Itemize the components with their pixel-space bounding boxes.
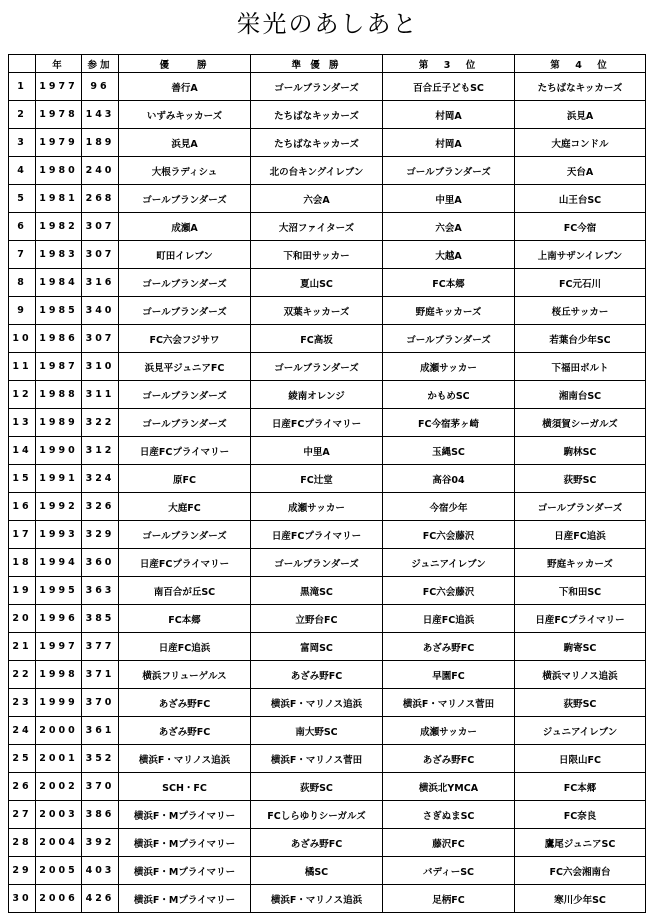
cell-third-place: 横浜F・マリノス菅田 bbox=[383, 689, 515, 717]
table-row bbox=[9, 633, 646, 661]
cell-year: 1977 bbox=[36, 73, 82, 101]
cell-runner-up: 橘SC bbox=[251, 857, 383, 885]
cell-year: 1997 bbox=[36, 633, 82, 661]
cell-fourth-place: 野庭キッカーズ bbox=[515, 549, 646, 577]
cell-fourth-place: 日産FCプライマリー bbox=[515, 605, 646, 633]
cell-winner: 大庭FC bbox=[119, 493, 251, 521]
cell-runner-up: FC高坂 bbox=[251, 325, 383, 353]
cell-num: 18 bbox=[9, 549, 36, 577]
cell-num: 14 bbox=[9, 437, 36, 465]
cell-fourth-place: 浜見A bbox=[515, 101, 646, 129]
header-second: 準 優 勝 bbox=[251, 55, 383, 73]
cell-runner-up: あざみ野FC bbox=[251, 829, 383, 857]
cell-winner: ゴールブランダーズ bbox=[119, 185, 251, 213]
cell-participants: 361 bbox=[82, 717, 119, 745]
cell-year: 1993 bbox=[36, 521, 82, 549]
cell-third-place: 百合丘子どもSC bbox=[383, 73, 515, 101]
cell-runner-up: ゴールブランダーズ bbox=[251, 549, 383, 577]
header-num bbox=[9, 55, 36, 73]
cell-participants: 340 bbox=[82, 297, 119, 325]
cell-winner: ゴールブランダーズ bbox=[119, 409, 251, 437]
cell-num: 19 bbox=[9, 577, 36, 605]
cell-runner-up: 立野台FC bbox=[251, 605, 383, 633]
cell-year: 1978 bbox=[36, 101, 82, 129]
cell-num: 16 bbox=[9, 493, 36, 521]
cell-third-place: ゴールブランダーズ bbox=[383, 157, 515, 185]
header-year: 年 bbox=[36, 55, 82, 73]
cell-num: 24 bbox=[9, 717, 36, 745]
cell-participants: 403 bbox=[82, 857, 119, 885]
cell-num: 21 bbox=[9, 633, 36, 661]
cell-participants: 377 bbox=[82, 633, 119, 661]
cell-participants: 352 bbox=[82, 745, 119, 773]
cell-winner: 町田イレブン bbox=[119, 241, 251, 269]
cell-num: 15 bbox=[9, 465, 36, 493]
cell-participants: 307 bbox=[82, 325, 119, 353]
cell-num: 27 bbox=[9, 801, 36, 829]
table-row bbox=[9, 185, 646, 213]
cell-winner: FC六会フジサワ bbox=[119, 325, 251, 353]
cell-third-place: バディーSC bbox=[383, 857, 515, 885]
cell-num: 23 bbox=[9, 689, 36, 717]
cell-fourth-place: ゴールブランダーズ bbox=[515, 493, 646, 521]
cell-fourth-place: 上南サザンイレブン bbox=[515, 241, 646, 269]
cell-runner-up: たちばなキッカーズ bbox=[251, 101, 383, 129]
cell-fourth-place: FC六会湘南台 bbox=[515, 857, 646, 885]
cell-participants: 240 bbox=[82, 157, 119, 185]
table-row bbox=[9, 101, 646, 129]
table-row bbox=[9, 381, 646, 409]
cell-fourth-place: FC元石川 bbox=[515, 269, 646, 297]
cell-year: 1988 bbox=[36, 381, 82, 409]
table-row bbox=[9, 577, 646, 605]
table-row bbox=[9, 325, 646, 353]
cell-participants: 143 bbox=[82, 101, 119, 129]
cell-year: 1986 bbox=[36, 325, 82, 353]
cell-year: 1979 bbox=[36, 129, 82, 157]
cell-winner: 浜見A bbox=[119, 129, 251, 157]
cell-participants: 322 bbox=[82, 409, 119, 437]
cell-year: 1998 bbox=[36, 661, 82, 689]
cell-runner-up: 黒滝SC bbox=[251, 577, 383, 605]
cell-third-place: さぎぬまSC bbox=[383, 801, 515, 829]
cell-runner-up: 中里A bbox=[251, 437, 383, 465]
cell-winner: 横浜F・Mプライマリー bbox=[119, 801, 251, 829]
cell-third-place: 村岡A bbox=[383, 129, 515, 157]
cell-fourth-place: FC今宿 bbox=[515, 213, 646, 241]
cell-num: 30 bbox=[9, 885, 36, 913]
table-row bbox=[9, 801, 646, 829]
cell-fourth-place: 日限山FC bbox=[515, 745, 646, 773]
cell-participants: 326 bbox=[82, 493, 119, 521]
cell-year: 1991 bbox=[36, 465, 82, 493]
cell-winner: ゴールブランダーズ bbox=[119, 269, 251, 297]
cell-third-place: FC今宿茅ヶ崎 bbox=[383, 409, 515, 437]
table-row bbox=[9, 493, 646, 521]
cell-runner-up: 荻野SC bbox=[251, 773, 383, 801]
cell-winner: 日産FC追浜 bbox=[119, 633, 251, 661]
cell-year: 2005 bbox=[36, 857, 82, 885]
table-row bbox=[9, 857, 646, 885]
cell-participants: 310 bbox=[82, 353, 119, 381]
cell-fourth-place: 横須賀シーガルズ bbox=[515, 409, 646, 437]
cell-winner: 横浜フリューゲルス bbox=[119, 661, 251, 689]
cell-num: 3 bbox=[9, 129, 36, 157]
cell-third-place: FC六会藤沢 bbox=[383, 521, 515, 549]
cell-third-place: あざみ野FC bbox=[383, 745, 515, 773]
cell-year: 1987 bbox=[36, 353, 82, 381]
cell-year: 1983 bbox=[36, 241, 82, 269]
cell-winner: いずみキッカーズ bbox=[119, 101, 251, 129]
cell-runner-up: 夏山SC bbox=[251, 269, 383, 297]
cell-num: 22 bbox=[9, 661, 36, 689]
cell-participants: 329 bbox=[82, 521, 119, 549]
cell-winner: 善行A bbox=[119, 73, 251, 101]
cell-year: 1999 bbox=[36, 689, 82, 717]
cell-participants: 360 bbox=[82, 549, 119, 577]
cell-fourth-place: 大庭コンドル bbox=[515, 129, 646, 157]
cell-winner: 浜見平ジュニアFC bbox=[119, 353, 251, 381]
cell-runner-up: たちばなキッカーズ bbox=[251, 129, 383, 157]
results-body bbox=[9, 73, 646, 913]
cell-participants: 363 bbox=[82, 577, 119, 605]
cell-winner: 大根ラディシュ bbox=[119, 157, 251, 185]
cell-fourth-place: 湘南台SC bbox=[515, 381, 646, 409]
header-count: 参加 bbox=[82, 55, 119, 73]
cell-num: 28 bbox=[9, 829, 36, 857]
cell-runner-up: 下和田サッカー bbox=[251, 241, 383, 269]
cell-runner-up: FC辻堂 bbox=[251, 465, 383, 493]
cell-winner: 横浜F・Mプライマリー bbox=[119, 857, 251, 885]
table-row bbox=[9, 605, 646, 633]
cell-winner: 横浜F・Mプライマリー bbox=[119, 829, 251, 857]
table-row bbox=[9, 745, 646, 773]
results-table bbox=[8, 54, 646, 913]
cell-third-place: FC本郷 bbox=[383, 269, 515, 297]
cell-winner: 南百合が丘SC bbox=[119, 577, 251, 605]
cell-runner-up: 日産FCプライマリー bbox=[251, 521, 383, 549]
cell-year: 1984 bbox=[36, 269, 82, 297]
cell-runner-up: 綾南オレンジ bbox=[251, 381, 383, 409]
cell-winner: FC本郷 bbox=[119, 605, 251, 633]
cell-year: 1990 bbox=[36, 437, 82, 465]
table-row bbox=[9, 213, 646, 241]
cell-fourth-place: 荻野SC bbox=[515, 689, 646, 717]
cell-participants: 311 bbox=[82, 381, 119, 409]
cell-runner-up: 日産FCプライマリー bbox=[251, 409, 383, 437]
header-fourth: 第 4 位 bbox=[515, 55, 646, 73]
cell-third-place: 横浜北YMCA bbox=[383, 773, 515, 801]
table-row bbox=[9, 689, 646, 717]
cell-participants: 385 bbox=[82, 605, 119, 633]
cell-winner: 横浜F・マリノス追浜 bbox=[119, 745, 251, 773]
cell-third-place: 高谷04 bbox=[383, 465, 515, 493]
cell-num: 13 bbox=[9, 409, 36, 437]
cell-runner-up: 南大野SC bbox=[251, 717, 383, 745]
cell-participants: 307 bbox=[82, 213, 119, 241]
cell-num: 1 bbox=[9, 73, 36, 101]
cell-year: 2006 bbox=[36, 885, 82, 913]
header-first: 優 勝 bbox=[119, 55, 251, 73]
table-row bbox=[9, 269, 646, 297]
cell-num: 25 bbox=[9, 745, 36, 773]
cell-participants: 324 bbox=[82, 465, 119, 493]
cell-year: 2001 bbox=[36, 745, 82, 773]
cell-third-place: 玉縄SC bbox=[383, 437, 515, 465]
cell-num: 12 bbox=[9, 381, 36, 409]
table-row bbox=[9, 829, 646, 857]
cell-third-place: ジュニアイレブン bbox=[383, 549, 515, 577]
header-third: 第 3 位 bbox=[383, 55, 515, 73]
cell-third-place: ゴールブランダーズ bbox=[383, 325, 515, 353]
cell-fourth-place: 寒川少年SC bbox=[515, 885, 646, 913]
cell-winner: あざみ野FC bbox=[119, 717, 251, 745]
table-row bbox=[9, 465, 646, 493]
table-row bbox=[9, 157, 646, 185]
table-row bbox=[9, 353, 646, 381]
cell-runner-up: 富岡SC bbox=[251, 633, 383, 661]
cell-third-place: 今宿少年 bbox=[383, 493, 515, 521]
cell-runner-up: FCしらゆりシーガルズ bbox=[251, 801, 383, 829]
cell-third-place: 日産FC追浜 bbox=[383, 605, 515, 633]
table-row bbox=[9, 885, 646, 913]
table-row bbox=[9, 661, 646, 689]
table-row bbox=[9, 521, 646, 549]
cell-runner-up: 大沼ファイターズ bbox=[251, 213, 383, 241]
cell-runner-up: 横浜F・マリノス追浜 bbox=[251, 689, 383, 717]
cell-num: 26 bbox=[9, 773, 36, 801]
cell-year: 1982 bbox=[36, 213, 82, 241]
cell-year: 2003 bbox=[36, 801, 82, 829]
cell-fourth-place: 若葉台少年SC bbox=[515, 325, 646, 353]
cell-participants: 96 bbox=[82, 73, 119, 101]
cell-year: 2000 bbox=[36, 717, 82, 745]
cell-fourth-place: たちばなキッカーズ bbox=[515, 73, 646, 101]
cell-runner-up: 北の台キングイレブン bbox=[251, 157, 383, 185]
cell-year: 1981 bbox=[36, 185, 82, 213]
cell-fourth-place: 山王台SC bbox=[515, 185, 646, 213]
cell-runner-up: 六会A bbox=[251, 185, 383, 213]
cell-fourth-place: FC奈良 bbox=[515, 801, 646, 829]
cell-fourth-place: 桜丘サッカー bbox=[515, 297, 646, 325]
table-row bbox=[9, 773, 646, 801]
cell-runner-up: 双葉キッカーズ bbox=[251, 297, 383, 325]
cell-runner-up: 成瀬サッカー bbox=[251, 493, 383, 521]
cell-year: 1995 bbox=[36, 577, 82, 605]
table-row bbox=[9, 409, 646, 437]
cell-year: 1996 bbox=[36, 605, 82, 633]
cell-third-place: 野庭キッカーズ bbox=[383, 297, 515, 325]
cell-year: 1992 bbox=[36, 493, 82, 521]
cell-third-place: 足柄FC bbox=[383, 885, 515, 913]
cell-fourth-place: FC本郷 bbox=[515, 773, 646, 801]
cell-participants: 370 bbox=[82, 689, 119, 717]
cell-third-place: 藤沢FC bbox=[383, 829, 515, 857]
cell-participants: 392 bbox=[82, 829, 119, 857]
cell-fourth-place: 天台A bbox=[515, 157, 646, 185]
cell-third-place: 大越A bbox=[383, 241, 515, 269]
cell-third-place: 村岡A bbox=[383, 101, 515, 129]
cell-year: 1994 bbox=[36, 549, 82, 577]
cell-participants: 312 bbox=[82, 437, 119, 465]
cell-winner: 成瀬A bbox=[119, 213, 251, 241]
cell-winner: ゴールブランダーズ bbox=[119, 381, 251, 409]
cell-third-place: 早園FC bbox=[383, 661, 515, 689]
cell-fourth-place: 横浜マリノス追浜 bbox=[515, 661, 646, 689]
cell-third-place: 成瀬サッカー bbox=[383, 717, 515, 745]
cell-num: 17 bbox=[9, 521, 36, 549]
cell-runner-up: あざみ野FC bbox=[251, 661, 383, 689]
cell-year: 2004 bbox=[36, 829, 82, 857]
cell-fourth-place: 下福田ボルト bbox=[515, 353, 646, 381]
cell-participants: 189 bbox=[82, 129, 119, 157]
cell-num: 5 bbox=[9, 185, 36, 213]
cell-winner: 原FC bbox=[119, 465, 251, 493]
header-row bbox=[9, 55, 646, 73]
table-row bbox=[9, 437, 646, 465]
cell-fourth-place: 駒寄SC bbox=[515, 633, 646, 661]
cell-winner: ゴールブランダーズ bbox=[119, 297, 251, 325]
cell-third-place: かもめSC bbox=[383, 381, 515, 409]
cell-runner-up: ゴールブランダーズ bbox=[251, 353, 383, 381]
page-title: 栄光のあしあと bbox=[236, 10, 419, 38]
cell-participants: 268 bbox=[82, 185, 119, 213]
cell-winner: 日産FCプライマリー bbox=[119, 437, 251, 465]
cell-third-place: あざみ野FC bbox=[383, 633, 515, 661]
cell-participants: 386 bbox=[82, 801, 119, 829]
cell-participants: 307 bbox=[82, 241, 119, 269]
cell-num: 2 bbox=[9, 101, 36, 129]
cell-participants: 316 bbox=[82, 269, 119, 297]
cell-num: 10 bbox=[9, 325, 36, 353]
cell-num: 9 bbox=[9, 297, 36, 325]
cell-fourth-place: 鷹尾ジュニアSC bbox=[515, 829, 646, 857]
cell-year: 1985 bbox=[36, 297, 82, 325]
cell-participants: 371 bbox=[82, 661, 119, 689]
table-row bbox=[9, 297, 646, 325]
cell-third-place: FC六会藤沢 bbox=[383, 577, 515, 605]
cell-third-place: 成瀬サッカー bbox=[383, 353, 515, 381]
cell-participants: 426 bbox=[82, 885, 119, 913]
cell-fourth-place: 下和田SC bbox=[515, 577, 646, 605]
cell-num: 11 bbox=[9, 353, 36, 381]
cell-third-place: 六会A bbox=[383, 213, 515, 241]
cell-fourth-place: 荻野SC bbox=[515, 465, 646, 493]
cell-runner-up: ゴールブランダーズ bbox=[251, 73, 383, 101]
cell-winner: ゴールブランダーズ bbox=[119, 521, 251, 549]
table-row bbox=[9, 73, 646, 101]
cell-num: 6 bbox=[9, 213, 36, 241]
cell-fourth-place: ジュニアイレブン bbox=[515, 717, 646, 745]
cell-num: 20 bbox=[9, 605, 36, 633]
table-row bbox=[9, 241, 646, 269]
cell-third-place: 中里A bbox=[383, 185, 515, 213]
cell-runner-up: 横浜F・マリノス菅田 bbox=[251, 745, 383, 773]
cell-participants: 370 bbox=[82, 773, 119, 801]
cell-num: 29 bbox=[9, 857, 36, 885]
cell-winner: 横浜F・Mプライマリー bbox=[119, 885, 251, 913]
cell-fourth-place: 駒林SC bbox=[515, 437, 646, 465]
cell-num: 4 bbox=[9, 157, 36, 185]
cell-num: 7 bbox=[9, 241, 36, 269]
cell-year: 2002 bbox=[36, 773, 82, 801]
table-row bbox=[9, 717, 646, 745]
cell-winner: 日産FCプライマリー bbox=[119, 549, 251, 577]
cell-year: 1989 bbox=[36, 409, 82, 437]
table-row bbox=[9, 129, 646, 157]
cell-winner: あざみ野FC bbox=[119, 689, 251, 717]
cell-runner-up: 横浜F・マリノス追浜 bbox=[251, 885, 383, 913]
cell-year: 1980 bbox=[36, 157, 82, 185]
table-row bbox=[9, 549, 646, 577]
cell-winner: SCH・FC bbox=[119, 773, 251, 801]
cell-fourth-place: 日産FC追浜 bbox=[515, 521, 646, 549]
cell-num: 8 bbox=[9, 269, 36, 297]
